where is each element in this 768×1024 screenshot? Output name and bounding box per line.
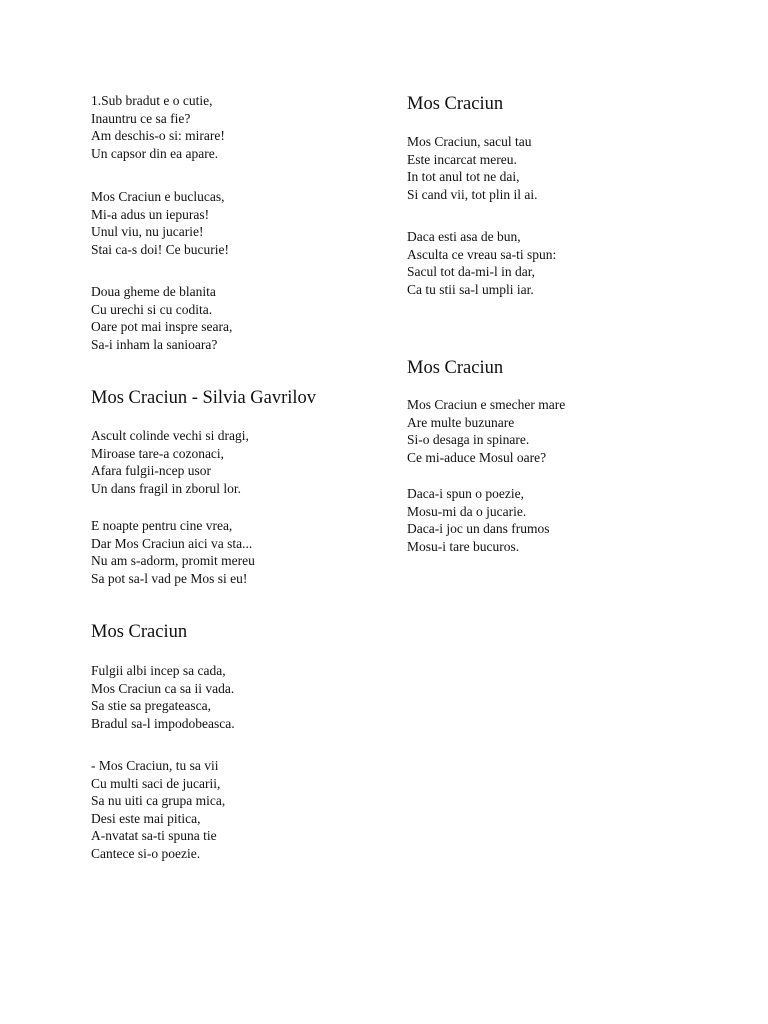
poem5-stanza [407,485,549,555]
poem-line: Ce mi-aduce Mosul oare? [407,449,547,465]
poem-line: Sa-i inham la sanioara? [91,336,218,352]
poem-line: E noapte pentru cine vrea, [91,518,233,533]
poem3-stanza [91,757,225,863]
poem-line: Doua gheme de blanita [91,284,216,299]
poem-line: Mosu-i tare bucuros. [407,538,520,554]
poem-line: Mos Craciun e smecher mare [407,397,566,412]
poem-line: Nu am s-adorm, promit mereu [91,553,255,569]
poem-line: Mosu-mi da o jucarie. [407,503,527,519]
poem1-stanza [91,92,225,162]
poem-line: Ascult colinde vechi si dragi, [91,428,249,443]
poem4-stanza [407,228,556,298]
poem-line: Cu multi saci de jucarii, [91,775,221,791]
poem3-stanza [91,662,235,732]
poem-line: Sacul tot da-mi-l in dar, [407,264,536,280]
poem-line: Mos Craciun ca sa ii vada. [91,680,235,696]
poem-line: Mos Craciun e buclucas, [91,189,225,204]
poem-title: Mos Craciun - Silvia Gavrilov [91,388,317,408]
poem-line: Daca-i joc un dans frumos [407,521,550,537]
poem-line: Unul viu, nu jucarie! [91,224,204,240]
poem-line: Stai ca-s doi! Ce bucurie! [91,241,229,257]
poem2-stanza [91,517,255,587]
poem-line: Dar Mos Craciun aici va sta... [91,535,253,551]
poem-line: Un capsor din ea apare. [91,145,219,161]
poem-line: - Mos Craciun, tu sa vii [91,758,219,773]
poem-line: Afara fulgii-ncep usor [91,463,211,479]
poem-line: Oare pot mai inspre seara, [91,319,233,335]
poem-line: In tot anul tot ne dai, [407,169,520,185]
poem-title: Mos Craciun [91,622,188,642]
poem-line: A-nvatat sa-ti spuna tie [91,828,217,844]
poem-line: Si-o desaga in spinare. [407,432,530,448]
poem2-stanza [91,427,249,497]
poem-title: Mos Craciun [407,94,504,114]
poem-title: Mos Craciun [407,358,504,378]
poem-line: Sa nu uiti ca grupa mica, [91,793,226,809]
poem4-stanza [407,133,538,203]
poem-line: Are multe buzunare [407,414,515,430]
poem-line: Un dans fragil in zborul lor. [91,480,241,496]
poem-line: Si cand vii, tot plin il ai. [407,186,538,202]
poem1-stanza [91,188,229,258]
poem-line: Inauntru ce sa fie? [91,110,191,126]
poem-line: Este incarcat mereu. [407,151,517,167]
poem-line: Sa pot sa-l vad pe Mos si eu! [91,570,248,586]
poem-line: Daca esti asa de bun, [407,229,521,244]
poem-line: Asculta ce vreau sa-ti spun: [407,246,557,262]
poem-line: 1.Sub bradut e o cutie, [91,93,213,108]
poem-line: Fulgii albi incep sa cada, [91,663,226,678]
poem-line: Ca tu stii sa-l umpli iar. [407,281,534,297]
poem-line: Bradul sa-l impodobeasca. [91,715,235,731]
poem-line: Daca-i spun o poezie, [407,486,524,501]
poem1-stanza [91,283,232,353]
poem-line: Desi este mai pitica, [91,810,201,826]
poem5-stanza [407,396,565,466]
poem-line: Sa stie sa pregateasca, [91,698,211,714]
poem-line: Cu urechi si cu codita. [91,301,213,317]
poem-line: Mos Craciun, sacul tau [407,134,532,149]
poem-line: Cantece si-o poezie. [91,845,201,861]
poem-line: Miroase tare-a cozonaci, [91,445,225,461]
poem-line: Am deschis-o si: mirare! [91,128,225,144]
poem-line: Mi-a adus un iepuras! [91,206,210,222]
